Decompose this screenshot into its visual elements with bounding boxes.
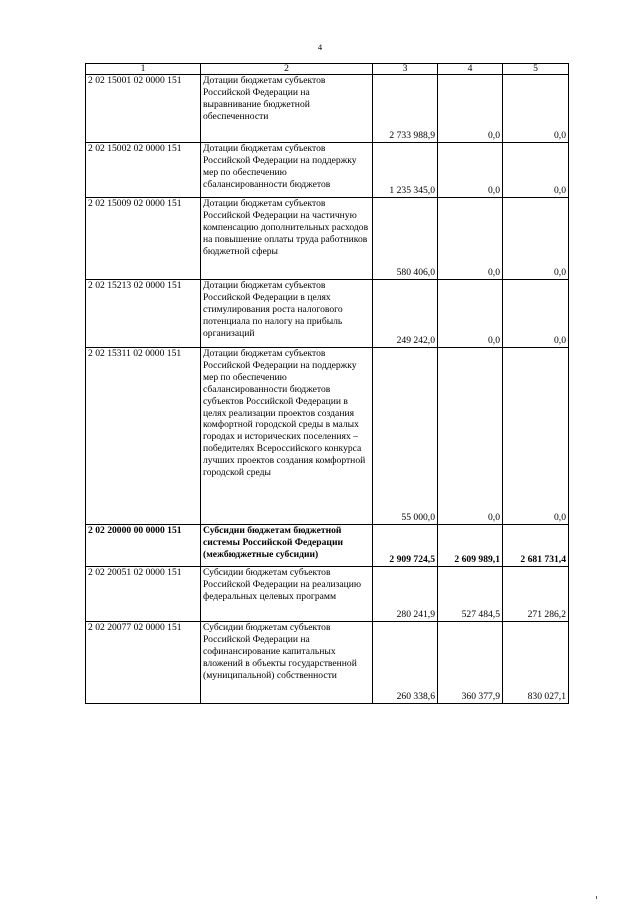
- table-row: [86, 622, 569, 704]
- table-body: [86, 75, 569, 704]
- table-row: [86, 143, 569, 198]
- amount-col3-cell: 580 406,0: [373, 198, 438, 280]
- amount-col3-cell: 280 241,9: [373, 567, 438, 622]
- table-header-row: [86, 64, 569, 75]
- budget-code-cell: 2 02 15213 02 0000 151: [86, 280, 201, 348]
- amount-col3-cell: 249 242,0: [373, 280, 438, 348]
- amount-col4-cell: 0,0: [438, 348, 503, 525]
- amount-col3-cell: 1 235 345,0: [373, 143, 438, 198]
- revenue-name-cell: Субсидии бюджетам субъектов Российской Федерации на софинансирование капитальных вложений в объекты государственной (муниципальной) собственности: [201, 622, 373, 704]
- revenue-name-cell: Дотации бюджетам субъектов Российской Федерации на поддержку мер по обеспечению сбалансированности бюджетов: [201, 143, 373, 198]
- amount-col5-cell: 0,0: [503, 280, 569, 348]
- budget-revenue-table: [85, 63, 569, 704]
- column-header: 1: [86, 64, 201, 75]
- budget-code-cell: 2 02 20077 02 0000 151: [86, 622, 201, 704]
- revenue-name-cell: Субсидии бюджетам бюджетной системы Российской Федерации (межбюджетные субсидии): [201, 525, 373, 567]
- amount-col5-cell: 0,0: [503, 75, 569, 143]
- amount-col4-cell: 0,0: [438, 198, 503, 280]
- amount-col4-cell: 2 609 989,1: [438, 525, 503, 567]
- column-header: 4: [438, 64, 503, 75]
- budget-code-cell: 2 02 15009 02 0000 151: [86, 198, 201, 280]
- table-row: [86, 525, 569, 567]
- table-row: [86, 348, 569, 525]
- table-row: [86, 198, 569, 280]
- amount-col5-cell: 0,0: [503, 143, 569, 198]
- amount-col3-cell: 55 000,0: [373, 348, 438, 525]
- amount-col5-cell: 0,0: [503, 348, 569, 525]
- column-header: 5: [503, 64, 569, 75]
- column-header: 3: [373, 64, 438, 75]
- revenue-name-cell: Дотации бюджетам субъектов Российской Федерации на поддержку мер по обеспечению сбалансированности бюджетов субъектов Российской Федерации в целях реализации проектов создания комфортной городской среды в малых городах и исторических поселениях – победителях Всероссийского конкурса лучших проектов создания комфортной городской среды: [201, 348, 373, 525]
- amount-col4-cell: 0,0: [438, 280, 503, 348]
- table-row: [86, 567, 569, 622]
- revenue-name-cell: Дотации бюджетам субъектов Российской Федерации в целях стимулирования роста налогового потенциала по налогу на прибыль организаций: [201, 280, 373, 348]
- budget-code-cell: 2 02 15311 02 0000 151: [86, 348, 201, 525]
- amount-col4-cell: 0,0: [438, 143, 503, 198]
- table-row: [86, 280, 569, 348]
- budget-code-cell: 2 02 15001 02 0000 151: [86, 75, 201, 143]
- column-header: 2: [201, 64, 373, 75]
- amount-col3-cell: 260 338,6: [373, 622, 438, 704]
- amount-col4-cell: 0,0: [438, 75, 503, 143]
- amount-col4-cell: 527 484,5: [438, 567, 503, 622]
- table-row: [86, 75, 569, 143]
- revenue-name-cell: Дотации бюджетам субъектов Российской Федерации на выравнивание бюджетной обеспеченности: [201, 75, 373, 143]
- budget-code-cell: 2 02 20000 00 0000 151: [86, 525, 201, 567]
- amount-col5-cell: 2 681 731,4: [503, 525, 569, 567]
- budget-code-cell: 2 02 20051 02 0000 151: [86, 567, 201, 622]
- revenue-name-cell: Субсидии бюджетам субъектов Российской Федерации на реализацию федеральных целевых программ: [201, 567, 373, 622]
- scan-mark: [596, 896, 597, 899]
- amount-col5-cell: 0,0: [503, 198, 569, 280]
- budget-code-cell: 2 02 15002 02 0000 151: [86, 143, 201, 198]
- amount-col5-cell: 271 286,2: [503, 567, 569, 622]
- amount-col5-cell: 830 027,1: [503, 622, 569, 704]
- revenue-name-cell: Дотации бюджетам субъектов Российской Федерации на частичную компенсацию дополнительных расходов на повышение оплаты труда работников бюджетной сферы: [201, 198, 373, 280]
- amount-col4-cell: 360 377,9: [438, 622, 503, 704]
- page-number: 4: [317, 42, 323, 52]
- amount-col3-cell: 2 733 988,9: [373, 75, 438, 143]
- amount-col3-cell: 2 909 724,5: [373, 525, 438, 567]
